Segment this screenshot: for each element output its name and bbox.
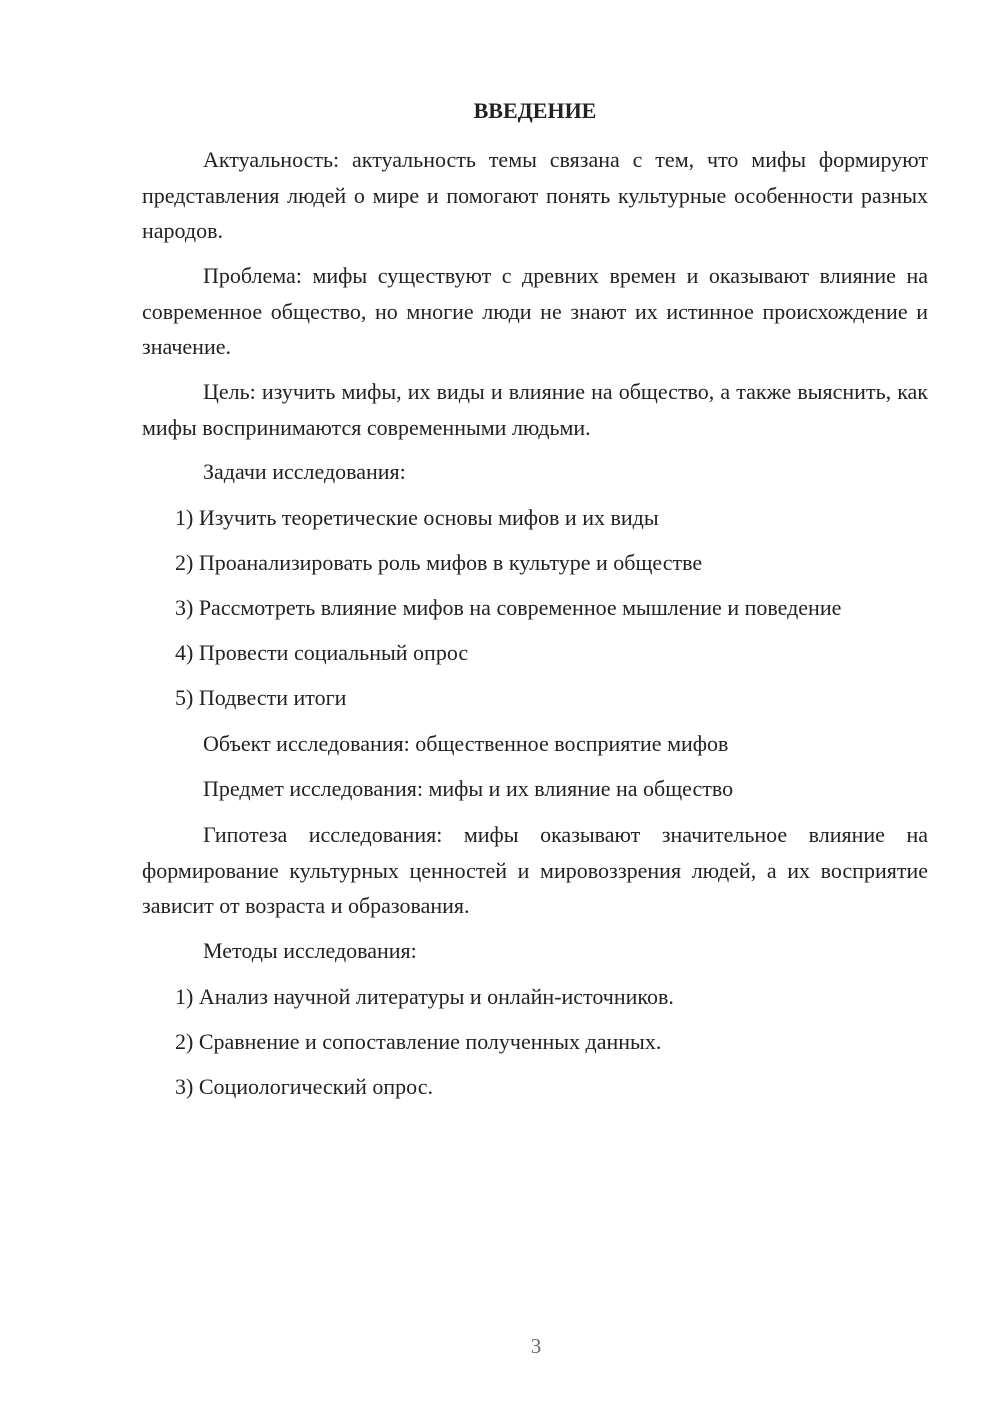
research-object: Объект исследования: общественное восприятие мифов [203, 731, 729, 756]
tasks-heading: Задачи исследования: [203, 459, 406, 484]
task-item-5: 5) Подвести итоги [175, 685, 347, 710]
research-subject: Предмет исследования: мифы и их влияние на общество [203, 776, 734, 801]
method-item-3: 3) Социологический опрос. [175, 1074, 433, 1099]
paragraph-hypothesis: Гипотеза исследования: мифы оказывают значительное влияние на формирование культурных ценностей и мировоззрения людей, а их восприятие зависит от возраста и образования. [142, 822, 928, 918]
task-item-4: 4) Провести социальный опрос [175, 640, 469, 665]
task-item-3: 3) Рассмотреть влияние мифов на современное мышление и поведение [175, 595, 842, 620]
paragraph-relevance: Актуальность: актуальность темы связана с тем, что мифы формируют представления людей о мире и помогают понять культурные особенности разных народов. [142, 147, 928, 243]
paragraph-goal: Цель: изучить мифы, их виды и влияние на общество, а также выяснить, как мифы воспринимаются современными людьми. [142, 379, 928, 440]
method-item-2: 2) Сравнение и сопоставление полученных данных. [175, 1029, 662, 1054]
paragraph-problem: Проблема: мифы существуют с древних времен и оказывают влияние на современное общество, но многие люди не знают их истинное происхождение и значение. [142, 263, 928, 359]
method-item-1: 1) Анализ научной литературы и онлайн-источников. [175, 984, 674, 1009]
task-item-2: 2) Проанализировать роль мифов в культуре и обществе [175, 550, 703, 575]
task-item-1: 1) Изучить теоретические основы мифов и их виды [175, 505, 659, 530]
page-title: ВВЕДЕНИЕ [473, 98, 597, 123]
page-number: 3 [530, 1334, 542, 1358]
methods-heading: Методы исследования: [203, 938, 417, 963]
